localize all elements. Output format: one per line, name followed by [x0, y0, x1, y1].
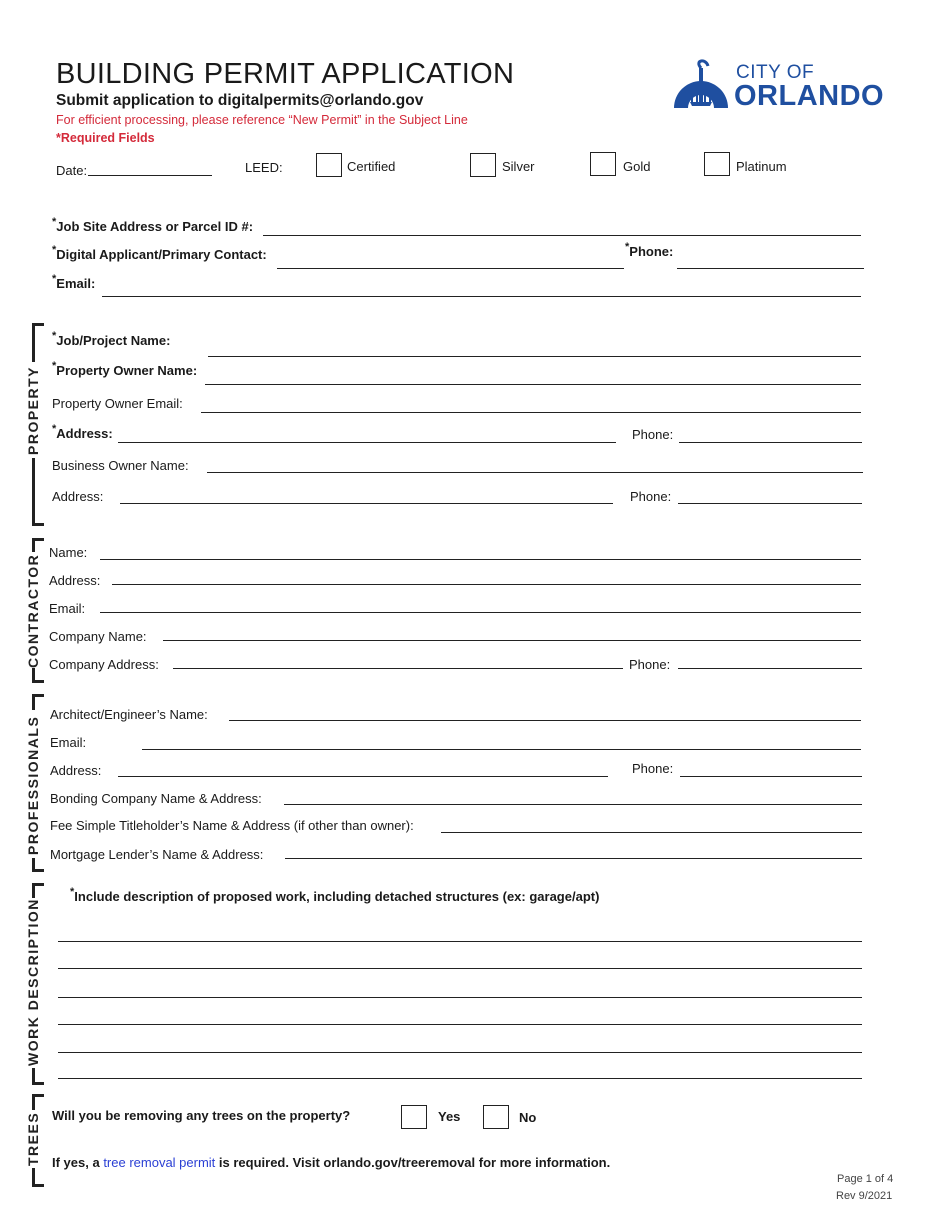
owner-email-field[interactable] — [201, 412, 861, 413]
professional-phone-label: Phone: — [632, 761, 674, 776]
titleholder-field[interactable] — [441, 832, 862, 833]
business-address-label: Address: — [52, 489, 104, 504]
trees-no-label: No — [519, 1110, 537, 1125]
digital-applicant-label: *Digital Applicant/Primary Contact: — [52, 244, 267, 262]
business-owner-field[interactable] — [207, 472, 863, 473]
form-title: BUILDING PERMIT APPLICATION — [56, 58, 515, 90]
contractor-section-label: CONTRACTOR — [25, 553, 41, 668]
date-field[interactable] — [88, 175, 212, 176]
contractor-phone-field[interactable] — [678, 668, 862, 669]
architect-label: Architect/Engineer’s Name: — [50, 707, 208, 722]
contractor-email-label: Email: — [49, 601, 86, 616]
required-note: *Required Fields — [56, 131, 155, 145]
owner-name-label: *Property Owner Name: — [52, 360, 198, 378]
work-bracket-top — [32, 883, 44, 886]
trees-bracket-top — [32, 1094, 44, 1097]
trees-note — [52, 1155, 610, 1170]
contractor-phone-label: Phone: — [629, 657, 671, 672]
company-name-label: Company Name: — [49, 629, 147, 644]
date-label: Date: — [56, 163, 88, 178]
property-section-label: PROPERTY — [25, 365, 41, 455]
work-description-line-5[interactable] — [58, 1052, 862, 1053]
property-address-label: *Address: — [52, 423, 113, 441]
work-description-line-6[interactable] — [58, 1078, 862, 1079]
professional-email-field[interactable] — [142, 749, 861, 750]
logo-city-of: CITY OF — [736, 62, 815, 83]
contractor-email-field[interactable] — [100, 612, 861, 613]
owner-name-field[interactable] — [205, 384, 861, 385]
work-description-line-2[interactable] — [58, 968, 862, 969]
leed-platinum-label: Platinum — [736, 159, 787, 174]
leed-silver-checkbox[interactable] — [470, 153, 496, 177]
leed-label: LEED: — [245, 160, 283, 175]
applicant-email-label: *Email: — [52, 273, 96, 291]
page-number: Page 1 of 4 — [837, 1173, 894, 1185]
mortgage-label: Mortgage Lender’s Name & Address: — [50, 847, 264, 862]
business-owner-label: Business Owner Name: — [52, 458, 189, 473]
bonding-field[interactable] — [284, 804, 862, 805]
processing-note: For efficient processing, please reference “New Permit” in the Subject Line — [56, 113, 468, 127]
property-bracket-top — [32, 323, 44, 326]
contractor-name-label: Name: — [49, 545, 88, 560]
property-phone-label: Phone: — [632, 427, 674, 442]
trees-yes-label: Yes — [438, 1109, 461, 1124]
professional-email-label: Email: — [50, 735, 87, 750]
company-address-label: Company Address: — [49, 657, 159, 672]
job-name-field[interactable] — [208, 356, 861, 357]
city-logo — [670, 58, 900, 112]
owner-email-label: Property Owner Email: — [52, 396, 183, 411]
work-section-label: WORK DESCRIPTION — [25, 898, 41, 1066]
digital-applicant-field[interactable] — [277, 268, 624, 269]
mortgage-field[interactable] — [285, 858, 862, 859]
revision-date: Rev 9/2021 — [836, 1190, 893, 1202]
business-address-field[interactable] — [120, 503, 613, 504]
architect-field[interactable] — [229, 720, 861, 721]
company-address-field[interactable] — [173, 668, 623, 669]
trees-note-end: is required. Visit orlando.gov/treeremoval for more information. — [215, 1155, 611, 1170]
leed-certified-checkbox[interactable] — [316, 153, 342, 177]
professional-address-label: Address: — [50, 763, 102, 778]
logo-orlando: ORLANDO — [734, 80, 885, 112]
work-description-prompt: *Include description of proposed work, including detached structures (ex: garage/apt) — [70, 886, 600, 904]
submit-line: Submit application to digitalpermits@orlando.gov — [56, 92, 424, 109]
contractor-address-label: Address: — [49, 573, 101, 588]
work-description-line-3[interactable] — [58, 997, 862, 998]
job-name-label: *Job/Project Name: — [52, 330, 171, 348]
bonding-label: Bonding Company Name & Address: — [50, 791, 262, 806]
property-bracket-bottom — [32, 523, 44, 526]
contractor-bracket-top — [32, 538, 44, 541]
business-phone-field[interactable] — [678, 503, 862, 504]
company-name-field[interactable] — [163, 640, 861, 641]
professional-phone-field[interactable] — [680, 776, 862, 777]
trees-question: Will you be removing any trees on the property? — [52, 1108, 351, 1123]
trees-no-checkbox[interactable] — [483, 1105, 509, 1129]
professionals-bracket-top — [32, 694, 44, 697]
professionals-bracket-bottom — [32, 869, 44, 872]
work-bracket-bottom — [32, 1082, 44, 1085]
leed-gold-checkbox[interactable] — [590, 152, 616, 176]
trees-yes-checkbox[interactable] — [401, 1105, 427, 1129]
property-address-field[interactable] — [118, 442, 616, 443]
contractor-name-field[interactable] — [100, 559, 861, 560]
work-description-line-1[interactable] — [58, 941, 862, 942]
contractor-address-field[interactable] — [112, 584, 861, 585]
leed-silver-label: Silver — [502, 159, 535, 174]
professionals-section-label: PROFESSIONALS — [25, 715, 41, 855]
trees-note-start: If yes, a — [52, 1155, 104, 1170]
business-phone-label: Phone: — [630, 489, 672, 504]
work-description-line-4[interactable] — [58, 1024, 862, 1025]
trees-section-label: TREES — [25, 1111, 41, 1166]
applicant-phone-label: *Phone: — [625, 241, 674, 259]
tree-removal-permit-link[interactable]: tree removal permit — [103, 1155, 216, 1170]
property-phone-field[interactable] — [679, 442, 862, 443]
leed-gold-label: Gold — [623, 159, 651, 174]
applicant-phone-field[interactable] — [677, 268, 864, 269]
job-site-field[interactable] — [263, 235, 861, 236]
applicant-email-field[interactable] — [102, 296, 861, 297]
contractor-bracket-bottom — [32, 680, 44, 683]
titleholder-label: Fee Simple Titleholder’s Name & Address (if other than owner): — [50, 818, 414, 833]
city-seal-icon — [670, 58, 732, 110]
leed-certified-label: Certified — [347, 159, 396, 174]
job-site-label: *Job Site Address or Parcel ID #: — [52, 216, 254, 234]
leed-platinum-checkbox[interactable] — [704, 152, 730, 176]
professional-address-field[interactable] — [118, 776, 608, 777]
trees-bracket-bottom — [32, 1184, 44, 1187]
